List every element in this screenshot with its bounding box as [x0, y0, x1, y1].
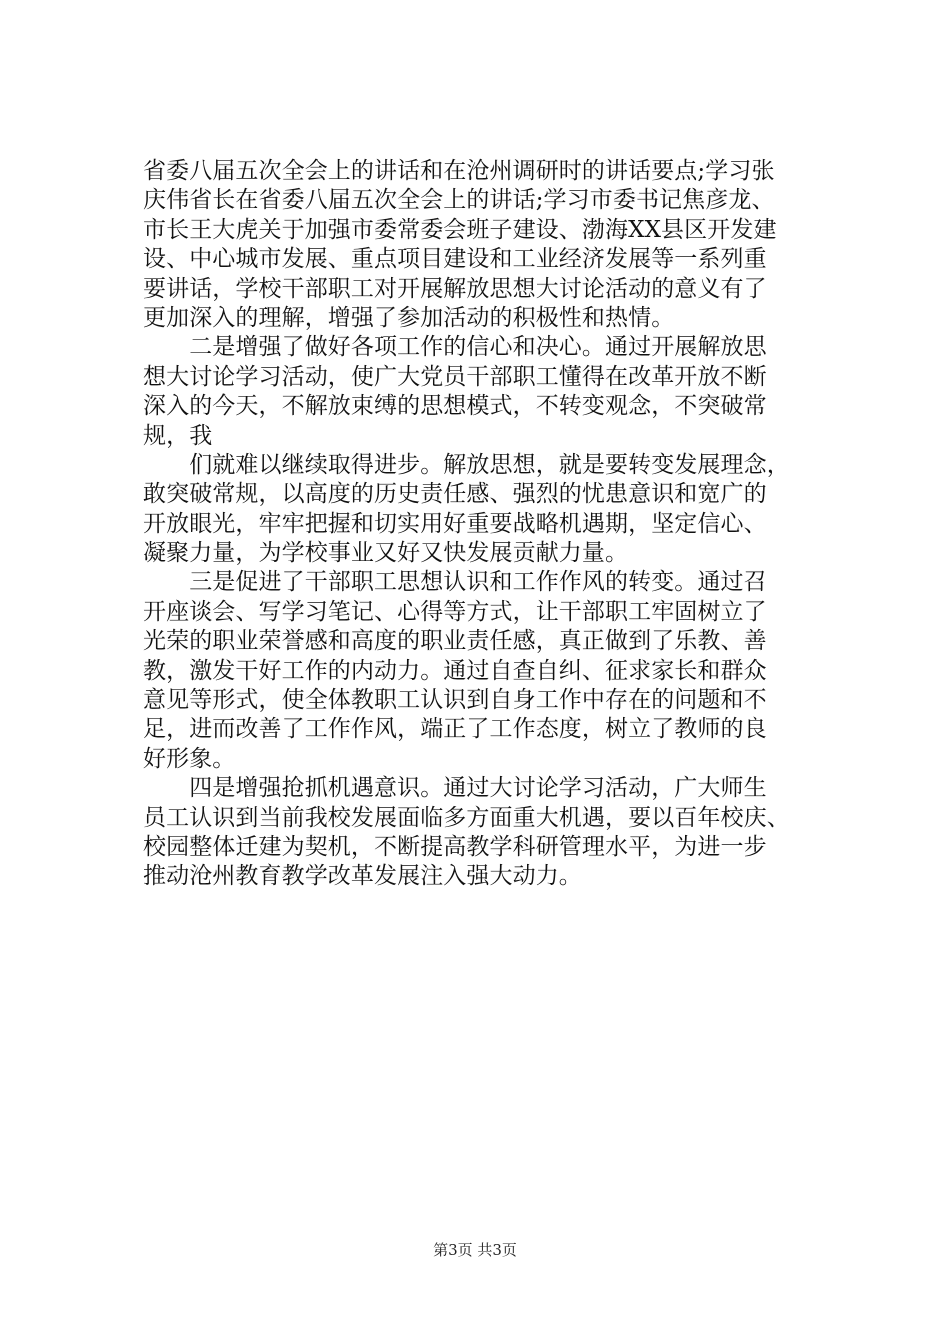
- text-line: 市长王大虎关于加强市委常委会班子建设、渤海XX县区开发建: [143, 216, 777, 243]
- text-line: 好形象。: [143, 745, 236, 772]
- text-line: 凝聚力量，为学校事业又好又快发展贡献力量。: [143, 540, 629, 567]
- text-line: 想大讨论学习活动，使广大党员干部职工懂得在改革开放不断: [143, 363, 767, 390]
- text-line: 深入的今天，不解放束缚的思想模式，不转变观念，不突破常: [143, 393, 767, 420]
- text-line: 省委八届五次全会上的讲话和在沧州调研时的讲话要点;学习张: [143, 158, 775, 184]
- text-line: 校园整体迁建为契机，不断提高教学科研管理水平，为进一步: [143, 833, 767, 860]
- text-line: 们就难以继续取得进步。解放思想，就是要转变发展理念，: [143, 451, 790, 478]
- text-line: 光荣的职业荣誉感和高度的职业责任感，真正做到了乐教、善: [143, 628, 767, 655]
- text-line: 敢突破常规，以高度的历史责任感、强烈的忧患意识和宽广的: [143, 481, 767, 508]
- text-line: 二是增强了做好各项工作的信心和决心。通过开展解放思: [143, 334, 767, 361]
- text-line: 设、中心城市发展、重点项目建设和工业经济发展等一系列重: [143, 246, 767, 273]
- text-line: 要讲话，学校干部职工对开展解放思想大讨论活动的意义有了: [143, 275, 767, 302]
- text-line: 开放眼光，牢牢把握和切实用好重要战略机遇期，坚定信心、: [143, 510, 767, 537]
- text-line: 更加深入的理解，增强了参加活动的积极性和热情。: [143, 304, 675, 331]
- body-text: [143, 157, 843, 892]
- text-line: 足，进而改善了工作作风，端正了工作态度，树立了教师的良: [143, 716, 767, 743]
- text-line: 员工认识到当前我校发展面临多方面重大机遇，要以百年校庆、: [143, 804, 790, 831]
- text-line: 三是促进了干部职工思想认识和工作作风的转变。通过召: [143, 569, 767, 596]
- text-line: 庆伟省长在省委八届五次全会上的讲话;学习市委书记焦彦龙、: [143, 187, 775, 214]
- text-line: 教，激发干好工作的内动力。通过自查自纠、征求家长和群众: [143, 657, 767, 684]
- text-line: 四是增强抢抓机遇意识。通过大讨论学习活动，广大师生: [143, 775, 767, 802]
- text-line: 推动沧州教育教学改革发展注入强大动力。: [143, 863, 582, 890]
- text-line: 意见等形式，使全体教职工认识到自身工作中存在的问题和不: [143, 687, 767, 714]
- text-line: 开座谈会、写学习笔记、心得等方式，让干部职工牢固树立了: [143, 598, 767, 625]
- text-line: 规，我: [143, 422, 213, 449]
- page-number-footer: 第3页 共3页: [433, 1241, 517, 1259]
